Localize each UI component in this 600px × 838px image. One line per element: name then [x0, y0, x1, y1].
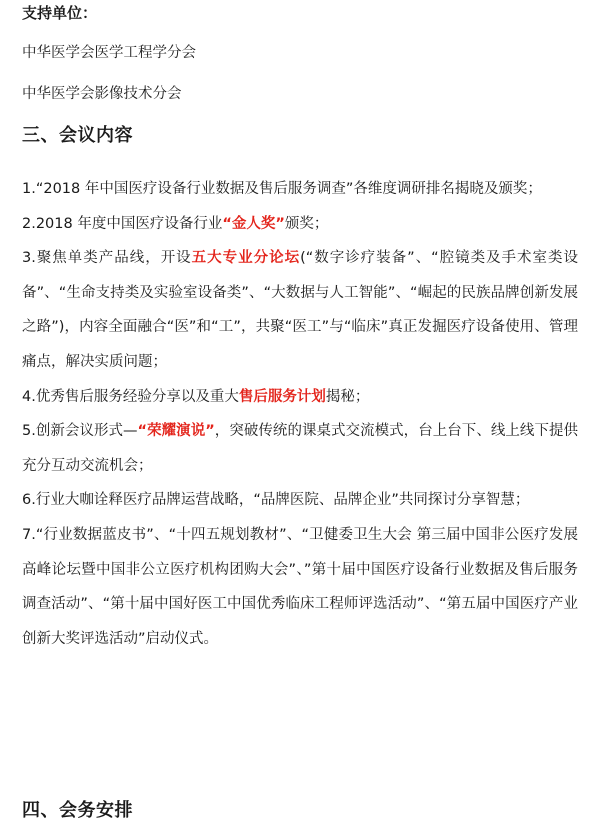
service-plan-highlight: 售后服务计划: [238, 388, 326, 405]
content-item-2-text: 2.2018 年度中国医疗设备行业: [22, 215, 223, 232]
content-item-3-suffix: (“数字诊疗装备”、“腔镜类及手术室类设备”、“生命支持类及实验室设备类”、“大数据与人工智能”、“崛起的民族品牌创新发展之路”)，内容全面融合“医”和“工”，共聚“医工”与“临床”真正发掘医疗设备使用、管理痛点，解决实质问题；: [22, 250, 578, 370]
forums-highlight: 五大专业分论坛: [191, 250, 301, 267]
support-org-1: 中华医学会医学工程学分会: [22, 45, 196, 61]
content-item-4: [22, 380, 578, 415]
honor-speech-highlight: “荣耀演说”: [137, 423, 215, 440]
content-item-7: 7.“行业数据蓝皮书”、“十四五规划教材”、“卫健委卫生大会 第三届中国非公医疗发展高峰论坛暨中国非公立医疗机构团购大会”、”第十届中国医疗设备行业数据及售后服务调查活动”、“第十届中国好医工中国优秀临床工程师评选活动”、“第五届中国医疗产业创新大奖评选活动”启动仪式。: [22, 526, 578, 647]
content-item-6: 6.行业大咖诠释医疗品牌运营战略，“品牌医院、品牌企业”共同探讨分享智慧；: [22, 492, 530, 509]
support-units-label: 支持单位：: [22, 4, 98, 22]
content-item-3: [22, 241, 578, 379]
content-item-1: 1.“2018 年中国医疗设备行业数据及售后服务调查”各维度调研排名揭晓及颁奖；: [22, 181, 542, 197]
content-item-2: [22, 207, 578, 242]
meeting-content-list: [22, 172, 578, 656]
golden-award-highlight: “金人奖”: [222, 215, 285, 232]
content-item-4-text: 4.优秀售后服务经验分享以及重大: [22, 388, 239, 405]
content-item-5: [22, 414, 578, 483]
content-item-5-suffix: ，突破传统的课桌式交流模式，台上台下、线上线下提供充分互动交流机会；: [22, 423, 579, 474]
support-org-2: 中华医学会影像技术分会: [22, 86, 182, 102]
content-item-5-text: 5.创新会议形式—: [22, 423, 138, 440]
section-heading-meeting-arrangements: 四、会务安排: [22, 800, 133, 821]
content-item-2-suffix: 颁奖；: [284, 215, 329, 232]
content-item-3-text: 3.聚焦单类产品线，开设: [22, 250, 192, 267]
section-heading-meeting-content: 三、会议内容: [22, 125, 133, 146]
content-item-4-suffix: 揭秘；: [325, 388, 370, 405]
